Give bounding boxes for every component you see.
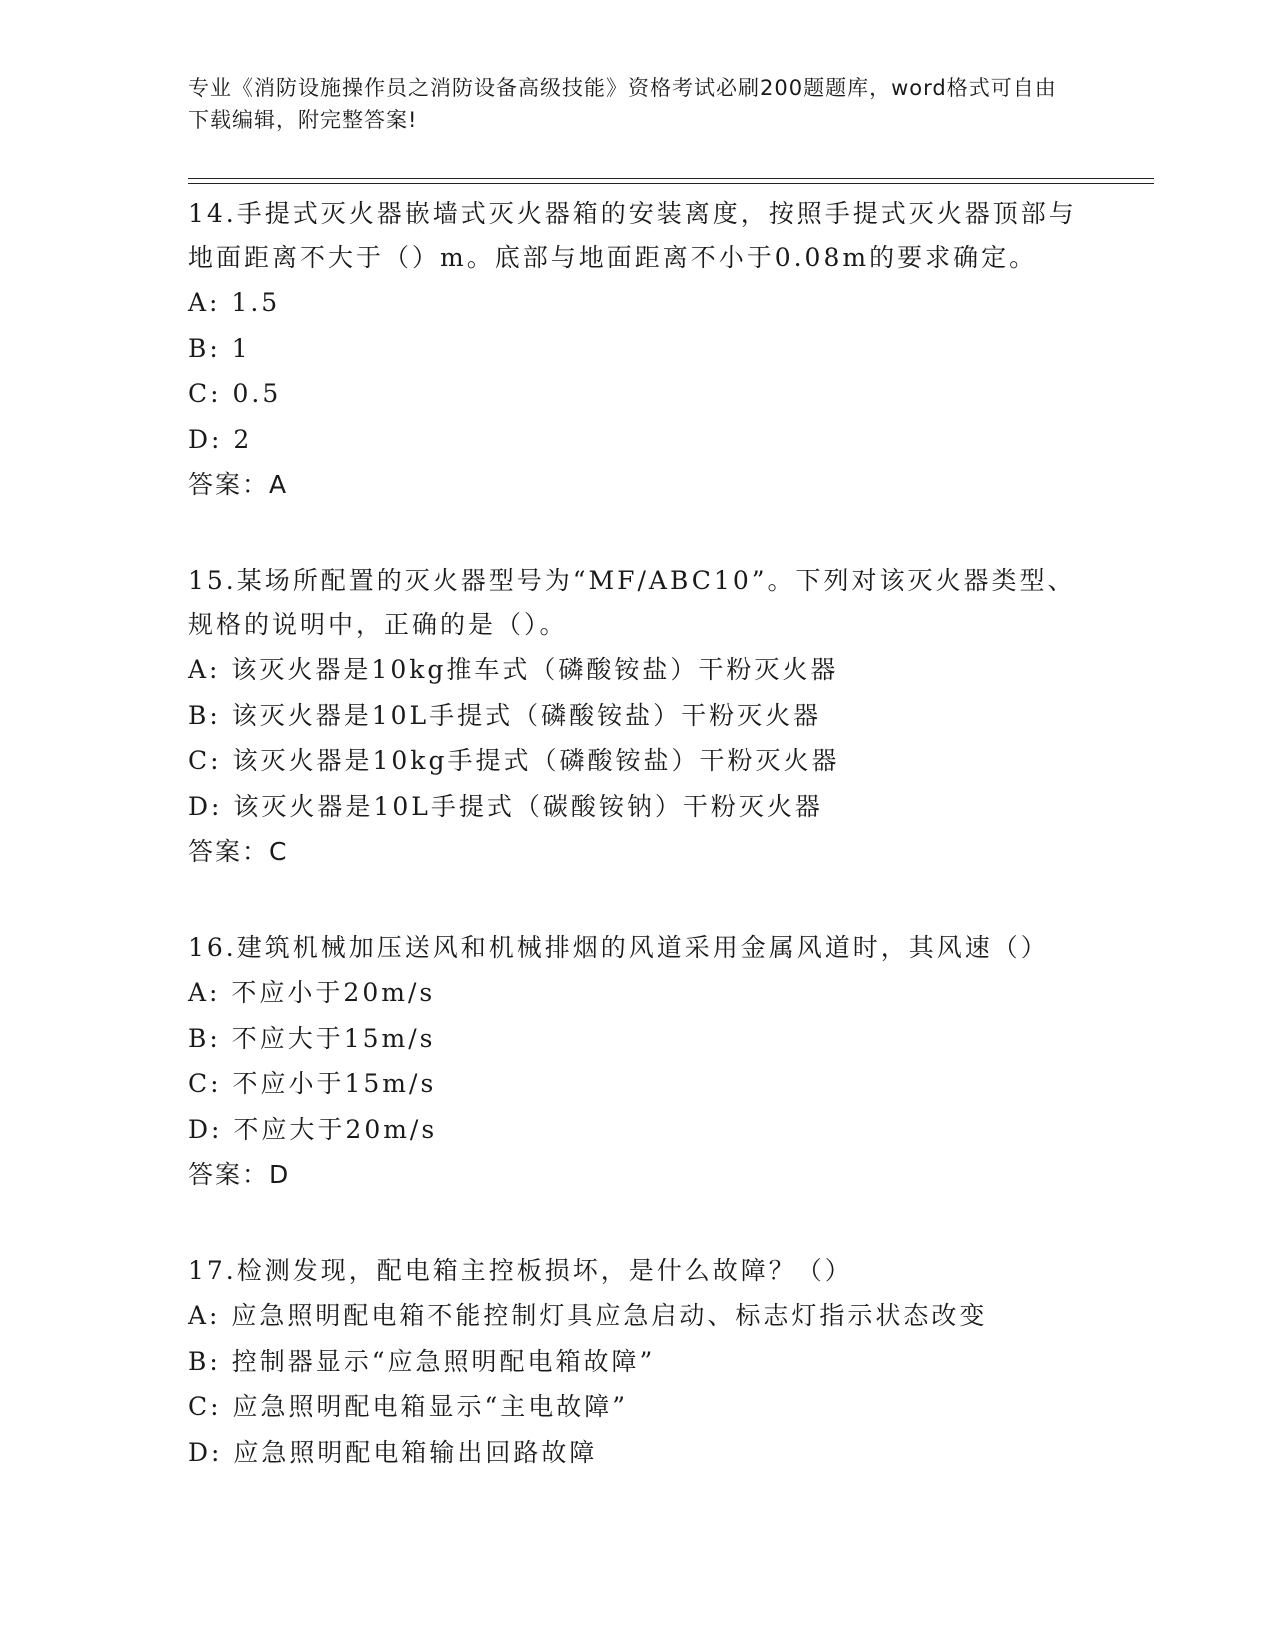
question-stem: 16.建筑机械加压送风和机械排烟的风道采用金属风道时，其风速（） bbox=[188, 933, 1049, 962]
option-a: A: 不应小于20m/s bbox=[188, 978, 436, 1007]
option-c: C: 该灭火器是10kg手提式（磷酸铵盐）干粉灭火器 bbox=[188, 746, 840, 775]
option-b: B: 1 bbox=[188, 333, 251, 363]
question-stem: 14.手提式灭火器嵌墙式灭火器箱的安装离度，按照手提式灭火器顶部与地面距离不大于（）m。底部与地面距离不小于0.08m的要求确定。 bbox=[188, 199, 1077, 272]
question-gap bbox=[188, 1197, 1088, 1249]
option-d: D: 应急照明配电箱输出回路故障 bbox=[188, 1437, 598, 1467]
document-intro: 专业《消防设施操作员之消防设备高级技能》资格考试必刷200题题库，word格式可自由下载编辑，附完整答案! bbox=[188, 76, 1057, 132]
question-list bbox=[188, 192, 1088, 1475]
option-d: D: 2 bbox=[188, 424, 253, 454]
option-a: A: 1.5 bbox=[188, 288, 281, 317]
header-divider-top bbox=[188, 178, 1154, 179]
answer-line: 答案：A bbox=[188, 470, 289, 499]
header-divider-bottom bbox=[188, 183, 1154, 184]
option-c: C: 不应小于15m/s bbox=[188, 1069, 437, 1098]
question-14 bbox=[188, 192, 1088, 507]
option-c: C: 应急照明配电箱显示“主电故障” bbox=[188, 1392, 629, 1421]
option-b: B: 不应大于15m/s bbox=[188, 1023, 436, 1053]
question-gap bbox=[188, 507, 1088, 559]
question-stem: 15.某场所配置的灭火器型号为“MF/ABC10”。下列对该灭火器类型、规格的说明中，正确的是（）。 bbox=[188, 566, 1076, 639]
option-a: A: 该灭火器是10kg推车式（磷酸铵盐）干粉灭火器 bbox=[188, 655, 839, 684]
option-a: A: 应急照明配电箱不能控制灯具应急启动、标志灯指示状态改变 bbox=[188, 1301, 988, 1330]
question-17 bbox=[188, 1249, 1088, 1475]
answer-line: 答案：D bbox=[188, 1160, 291, 1189]
option-b: B: 该灭火器是10L手提式（磷酸铵盐）干粉灭火器 bbox=[188, 700, 822, 730]
question-gap bbox=[188, 874, 1088, 926]
option-b: B: 控制器显示“应急照明配电箱故障” bbox=[188, 1346, 656, 1376]
question-15 bbox=[188, 559, 1088, 874]
option-d: D: 不应大于20m/s bbox=[188, 1114, 438, 1144]
option-d: D: 该灭火器是10L手提式（碳酸铵钠）干粉灭火器 bbox=[188, 791, 823, 821]
option-c: C: 0.5 bbox=[188, 379, 282, 408]
question-stem: 17.检测发现，配电箱主控板损坏，是什么故障？（） bbox=[188, 1256, 853, 1285]
answer-line: 答案：C bbox=[188, 837, 289, 866]
question-16 bbox=[188, 926, 1088, 1197]
